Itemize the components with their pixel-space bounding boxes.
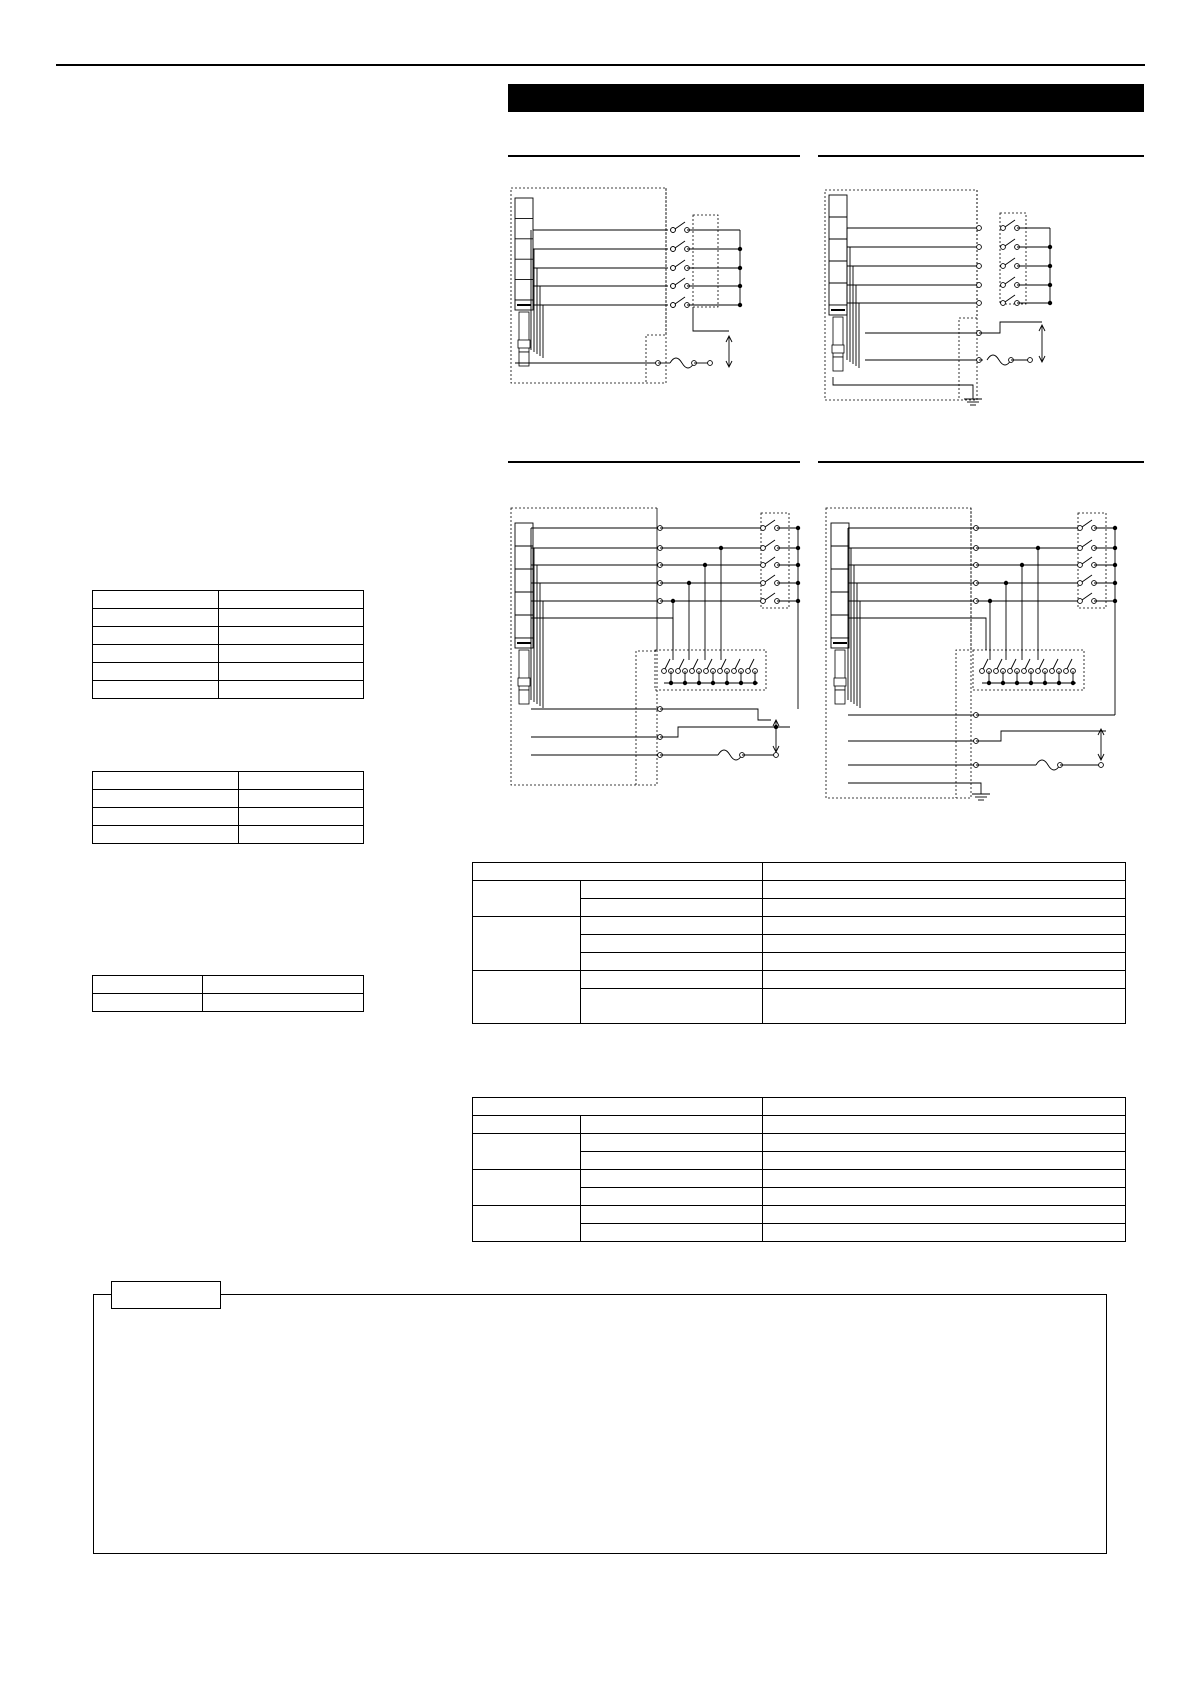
ground-wire xyxy=(848,783,981,788)
junction-dot xyxy=(774,725,778,729)
tower-boundary xyxy=(825,190,977,400)
boundary-step xyxy=(646,188,666,383)
notice-box xyxy=(93,1294,1107,1554)
terminal-icon xyxy=(977,226,982,231)
signal-tower-icon xyxy=(515,523,533,638)
ac-source-icon xyxy=(718,750,742,760)
terminal-icon xyxy=(977,245,982,250)
switch-blade-icon xyxy=(749,659,754,669)
diagram-heading-rule-1 xyxy=(508,155,800,157)
left-spec-table-1 xyxy=(92,590,364,699)
switch-blade-icon xyxy=(679,659,684,669)
switch-blade-icon xyxy=(707,659,712,669)
terminal-icon xyxy=(994,669,999,674)
switch-blade-icon xyxy=(1082,540,1092,547)
wiring-diagram-4 xyxy=(826,505,1126,805)
terminal-icon xyxy=(671,303,676,308)
terminal-icon xyxy=(1036,669,1041,674)
switch-blade-icon xyxy=(1067,659,1072,669)
terminal-icon xyxy=(761,563,766,568)
boundary-step xyxy=(956,508,971,798)
cable-gland-icon xyxy=(833,357,843,371)
terminal-icon xyxy=(1078,581,1083,586)
boundary-step xyxy=(959,190,977,400)
terminal-icon xyxy=(761,599,766,604)
switch-blade-icon xyxy=(1005,239,1015,246)
ac-source-icon xyxy=(670,358,694,368)
cable-connector-icon xyxy=(834,678,846,686)
terminal-icon xyxy=(1001,264,1006,269)
terminal-icon xyxy=(662,669,667,674)
terminal-icon xyxy=(676,669,681,674)
header-rule xyxy=(56,64,1145,66)
switch-blade-icon xyxy=(1005,220,1015,227)
terminal-icon xyxy=(774,753,779,758)
diagram-heading-rule-4 xyxy=(818,461,1144,463)
terminal-icon xyxy=(1022,669,1027,674)
signal-tower-icon xyxy=(515,198,533,300)
cable-connector-icon xyxy=(832,345,844,353)
cable-connector-icon xyxy=(518,340,530,348)
diagram-heading-rule-2 xyxy=(818,155,1144,157)
left-spec-table-3 xyxy=(92,975,364,1012)
switch-blade-icon xyxy=(765,593,775,600)
signal-tower-icon xyxy=(831,523,849,638)
switch-blade-icon xyxy=(1082,593,1092,600)
terminal-icon xyxy=(977,264,982,269)
supply-wire xyxy=(693,307,729,331)
switch-blade-icon xyxy=(983,659,988,669)
boundary-step xyxy=(636,508,657,785)
terminal-icon xyxy=(761,581,766,586)
terminal-icon xyxy=(1001,301,1006,306)
terminal-icon xyxy=(977,301,982,306)
switch-blade-icon xyxy=(1082,557,1092,564)
switch-blade-icon xyxy=(1025,659,1030,669)
switch-blade-icon xyxy=(675,260,685,267)
terminal-icon xyxy=(761,526,766,531)
terminal-icon xyxy=(1001,226,1006,231)
terminal-icon xyxy=(980,669,985,674)
cable-gland-icon xyxy=(519,690,529,704)
switch-blade-icon xyxy=(765,540,775,547)
switch-blade-icon xyxy=(765,557,775,564)
switch-blade-icon xyxy=(675,297,685,304)
wiring-diagram-3 xyxy=(508,505,808,795)
flash-feed xyxy=(655,618,673,650)
wiring-diagram-2 xyxy=(825,185,1085,425)
terminal-icon xyxy=(671,284,676,289)
wiring-diagram-1 xyxy=(508,185,768,415)
tower-label-mark xyxy=(517,304,531,306)
tower-label-mark xyxy=(833,642,847,644)
terminal-icon xyxy=(690,669,695,674)
switch-blade-icon xyxy=(1005,258,1015,265)
tower-label-mark xyxy=(517,642,531,644)
left-spec-table-2 xyxy=(92,771,364,844)
wiring-section-title-bar xyxy=(508,84,1144,112)
terminal-icon xyxy=(1008,669,1013,674)
ac-source-icon xyxy=(987,355,1011,365)
terminal-icon xyxy=(1001,245,1006,250)
terminal-icon xyxy=(671,266,676,271)
terminal-icon xyxy=(1078,526,1083,531)
terminal-icon xyxy=(746,669,751,674)
terminal-icon xyxy=(704,669,709,674)
cable-gland-icon xyxy=(519,352,529,366)
switch-blade-icon xyxy=(675,222,685,229)
ac-source-icon xyxy=(1036,760,1060,770)
terminal-icon xyxy=(732,669,737,674)
switch-blade-icon xyxy=(675,278,685,285)
terminal-icon xyxy=(671,247,676,252)
switch-blade-icon xyxy=(675,241,685,248)
supply-wire xyxy=(976,731,1106,741)
switch-blade-icon xyxy=(1005,277,1015,284)
switch-blade-icon xyxy=(721,659,726,669)
ground-wire xyxy=(833,377,973,393)
terminal-icon xyxy=(761,546,766,551)
right-spec-table-2 xyxy=(472,1097,1126,1242)
switch-blade-icon xyxy=(1011,659,1016,669)
terminal-icon xyxy=(718,669,723,674)
notice-tab xyxy=(111,1281,221,1309)
terminal-icon xyxy=(1078,563,1083,568)
terminal-icon xyxy=(1078,546,1083,551)
switch-blade-icon xyxy=(1005,295,1015,302)
switch-blade-icon xyxy=(693,659,698,669)
cable-gland-icon xyxy=(835,690,845,704)
switch-blade-icon xyxy=(1039,659,1044,669)
supply-wire xyxy=(979,322,1042,333)
terminal-icon xyxy=(1099,763,1104,768)
signal-tower-icon xyxy=(829,195,847,305)
terminal-icon xyxy=(671,228,676,233)
terminal-icon xyxy=(1078,599,1083,604)
switch-blade-icon xyxy=(997,659,1002,669)
right-spec-table-1 xyxy=(472,862,1126,1024)
supply-wire xyxy=(660,727,790,737)
switch-blade-icon xyxy=(665,659,670,669)
terminal-icon xyxy=(1001,283,1006,288)
switch-blade-icon xyxy=(765,575,775,582)
switch-blade-icon xyxy=(765,520,775,527)
switch-blade-icon xyxy=(1082,575,1092,582)
cable-connector-icon xyxy=(518,678,530,686)
switch-blade-icon xyxy=(735,659,740,669)
tower-label-mark xyxy=(831,309,845,311)
terminal-icon xyxy=(1064,669,1069,674)
switch-blade-icon xyxy=(1082,520,1092,527)
flash-feed xyxy=(973,618,986,650)
supply-wire xyxy=(660,709,771,720)
diagram-heading-rule-3 xyxy=(508,461,800,463)
terminal-icon xyxy=(1028,358,1033,363)
switch-group-boundary xyxy=(693,215,718,307)
terminal-icon xyxy=(708,361,713,366)
terminal-icon xyxy=(977,283,982,288)
switch-blade-icon xyxy=(1053,659,1058,669)
terminal-icon xyxy=(1050,669,1055,674)
